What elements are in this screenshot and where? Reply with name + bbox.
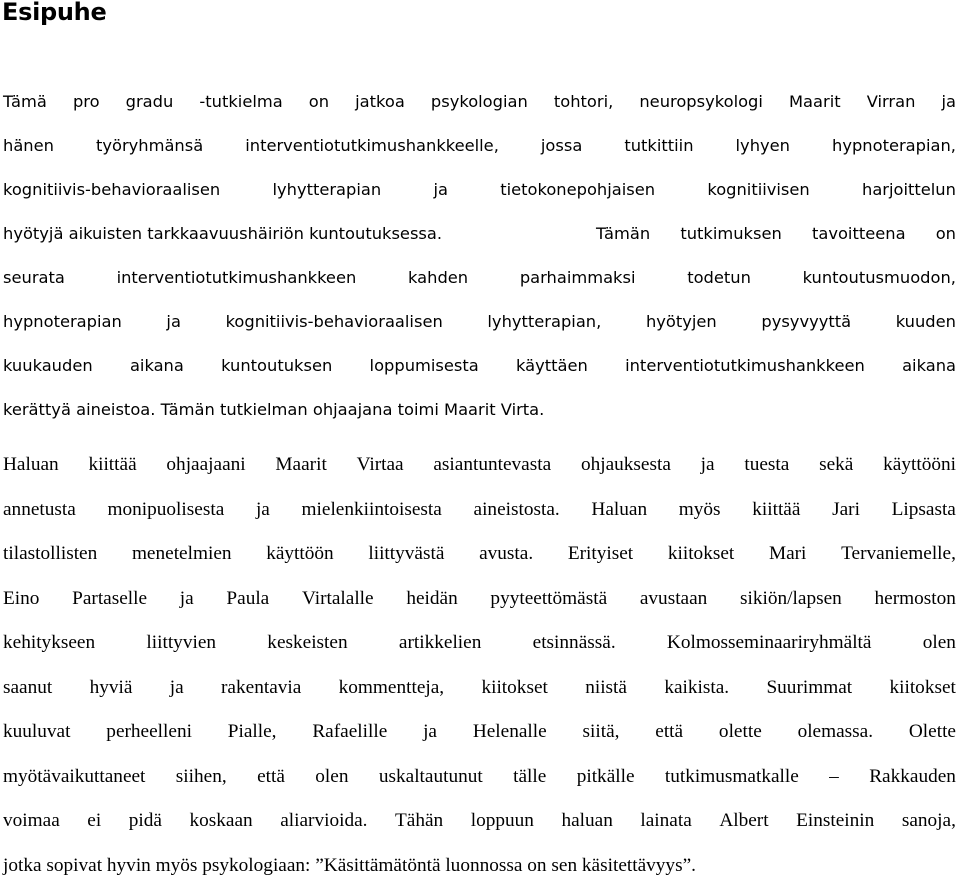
word: tutkimuksen (680, 212, 781, 256)
word: tälle (513, 755, 546, 800)
word: ja (170, 666, 184, 711)
word: heidän (406, 577, 457, 622)
word: kaikista. (664, 666, 729, 711)
word: rakentavia (221, 666, 301, 711)
word: menetelmien (132, 532, 232, 577)
text-segment: hyötyjä aikuisten tarkkaavuushäiriön kuntoutuksessa. (3, 212, 442, 256)
text-line (3, 577, 956, 622)
word: loppuun (471, 799, 534, 844)
word: hyötyjen (646, 300, 717, 344)
word: Virtalalle (302, 577, 374, 622)
word: kognitiivis-behavioraalisen (226, 300, 443, 344)
word: interventiotutkimushankkeen (625, 344, 865, 388)
word: liittyvästä (368, 532, 444, 577)
text-line (3, 256, 956, 300)
word: kiitokset (481, 666, 547, 711)
word: ja (423, 710, 437, 755)
word: jossa (541, 124, 582, 168)
word: hermoston (875, 577, 956, 622)
word: myös (679, 488, 721, 533)
word: ja (941, 80, 956, 124)
word: kommentteja, (339, 666, 444, 711)
text-line (3, 80, 956, 124)
word: avustaan (640, 577, 707, 622)
word: Maarit (275, 443, 326, 488)
word: siihen, (176, 755, 227, 800)
word: tietokonepohjaisen (500, 168, 655, 212)
word: neuropsykologi (639, 80, 763, 124)
text-line (3, 532, 956, 577)
word: ja (701, 443, 715, 488)
word: jatkoa (355, 80, 405, 124)
word: Kolmosseminaariryhmältä (667, 621, 872, 666)
word: olen (315, 755, 348, 800)
word: kuntoutusmuodon, (803, 256, 956, 300)
text-line (3, 344, 956, 388)
word: ja (180, 577, 194, 622)
word: avusta. (479, 532, 533, 577)
word: psykologian (431, 80, 528, 124)
paragraph-2 (3, 443, 956, 888)
word: kuuluvat (3, 710, 70, 755)
text-line (3, 212, 956, 256)
word: Paula (226, 577, 269, 622)
word: haluan (561, 799, 612, 844)
word: ja (166, 300, 181, 344)
word: aineistosta. (474, 488, 560, 533)
word: gradu (126, 80, 174, 124)
word: lainata (640, 799, 691, 844)
word: kehitykseen (3, 621, 95, 666)
word: Maarit (789, 80, 841, 124)
word: kuuden (896, 300, 956, 344)
word: lyhyen (736, 124, 790, 168)
word: loppumisesta (370, 344, 479, 388)
word: mielenkiintoisesta (302, 488, 442, 533)
page-title: Esipuhe (2, 0, 106, 30)
word: harjoittelun (862, 168, 956, 212)
word: perheelleni (106, 710, 192, 755)
word: kognitiivisen (707, 168, 809, 212)
text-line: jotka sopivat hyvin myös psykologiaan: ”Käsittämätöntä luonnossa on sen käsitettävyys”. (3, 844, 956, 888)
word: lyhytterapian, (487, 300, 601, 344)
word: tutkittiin (624, 124, 693, 168)
text-line (3, 443, 956, 488)
word: kiitokset (889, 666, 955, 711)
word: olemassa. (798, 710, 874, 755)
word: kiitokset (668, 532, 734, 577)
word: on (936, 212, 956, 256)
word: kiittää (88, 443, 136, 488)
word: käyttäen (516, 344, 588, 388)
word: parhaimmaksi (520, 256, 636, 300)
word: kiittää (752, 488, 800, 533)
word: tohtori, (554, 80, 613, 124)
word: käyttöön (266, 532, 333, 577)
word: sanoja, (902, 799, 956, 844)
text-line: kerättyä aineistoa. Tämän tutkielman ohjaajana toimi Maarit Virta. (3, 388, 956, 432)
word: ohjaajaani (166, 443, 245, 488)
word: Einsteinin (796, 799, 874, 844)
word: koskaan (189, 799, 252, 844)
word: Suurimmat (766, 666, 852, 711)
word: aliarvioida. (280, 799, 367, 844)
text-line (3, 755, 956, 800)
word: Mari (769, 532, 806, 577)
word: uskaltautunut (379, 755, 483, 800)
text-segment (596, 212, 956, 256)
word: pysyvyyttä (761, 300, 851, 344)
word: Virran (867, 80, 916, 124)
word: Eino (3, 577, 39, 622)
word: Haluan (3, 443, 59, 488)
word: Lipsasta (892, 488, 956, 533)
word: että (655, 710, 683, 755)
word: hänen (3, 124, 54, 168)
word: interventiotutkimushankkeelle, (245, 124, 499, 168)
word: ja (256, 488, 270, 533)
word: niistä (585, 666, 627, 711)
word: Rakkauden (869, 755, 956, 800)
word: ei (87, 799, 101, 844)
word: pyyteettömästä (490, 577, 607, 622)
paragraph-1 (3, 80, 956, 432)
word: tavoitteena (812, 212, 906, 256)
word: aikana (130, 344, 184, 388)
word: liittyvien (146, 621, 216, 666)
word: Helenalle (473, 710, 547, 755)
word: Tämän (596, 212, 650, 256)
word: saanut (3, 666, 52, 711)
word: etsinnässä. (533, 621, 616, 666)
text-line (3, 488, 956, 533)
word: aikana (902, 344, 956, 388)
word: tutkimusmatkalle (665, 755, 799, 800)
word: artikkelien (399, 621, 481, 666)
word: kuntoutuksen (221, 344, 332, 388)
word: myötävaikuttaneet (3, 755, 145, 800)
text-line (3, 799, 956, 844)
word: Olette (909, 710, 956, 755)
word: tuesta (744, 443, 789, 488)
word: Partaselle (72, 577, 147, 622)
word: että (257, 755, 285, 800)
word: olette (719, 710, 762, 755)
word: sikiön/lapsen (740, 577, 842, 622)
word: annetusta (3, 488, 76, 533)
word: Pialle, (228, 710, 277, 755)
word: Jari (832, 488, 860, 533)
word: Virtaa (357, 443, 404, 488)
word: on (309, 80, 329, 124)
word: keskeisten (267, 621, 347, 666)
word: -tutkielma (199, 80, 282, 124)
word: pidä (129, 799, 162, 844)
word: Tervaniemelle, (841, 532, 956, 577)
text-line (3, 666, 956, 711)
word: käyttööni (883, 443, 956, 488)
word: siitä, (583, 710, 620, 755)
word: lyhytterapian (272, 168, 381, 212)
word: hyviä (90, 666, 133, 711)
word: kahden (408, 256, 468, 300)
word: todetun (687, 256, 751, 300)
text-line (3, 124, 956, 168)
word: Erityiset (568, 532, 633, 577)
word: pitkälle (577, 755, 635, 800)
word: monipuolisesta (108, 488, 225, 533)
word: ohjauksesta (581, 443, 671, 488)
word: Haluan (591, 488, 647, 533)
word: Albert (719, 799, 768, 844)
word: asiantuntevasta (433, 443, 551, 488)
text-line (3, 300, 956, 344)
word: kuukauden (3, 344, 93, 388)
word: hypnoterapian, (832, 124, 956, 168)
word: interventiotutkimushankkeen (117, 256, 357, 300)
text-line (3, 621, 956, 666)
word: pro (73, 80, 100, 124)
word: hypnoterapian (3, 300, 122, 344)
text-line (3, 168, 956, 212)
word: kognitiivis-behavioraalisen (3, 168, 220, 212)
word: sekä (819, 443, 853, 488)
word: seurata (3, 256, 65, 300)
word: – (829, 755, 839, 800)
text-line (3, 710, 956, 755)
word: voimaa (3, 799, 60, 844)
word: Tämä (3, 80, 47, 124)
word: olen (923, 621, 956, 666)
word: työryhmänsä (96, 124, 203, 168)
word: ja (433, 168, 448, 212)
word: Rafaelille (312, 710, 387, 755)
word: Tähän (395, 799, 443, 844)
word: tilastollisten (3, 532, 97, 577)
